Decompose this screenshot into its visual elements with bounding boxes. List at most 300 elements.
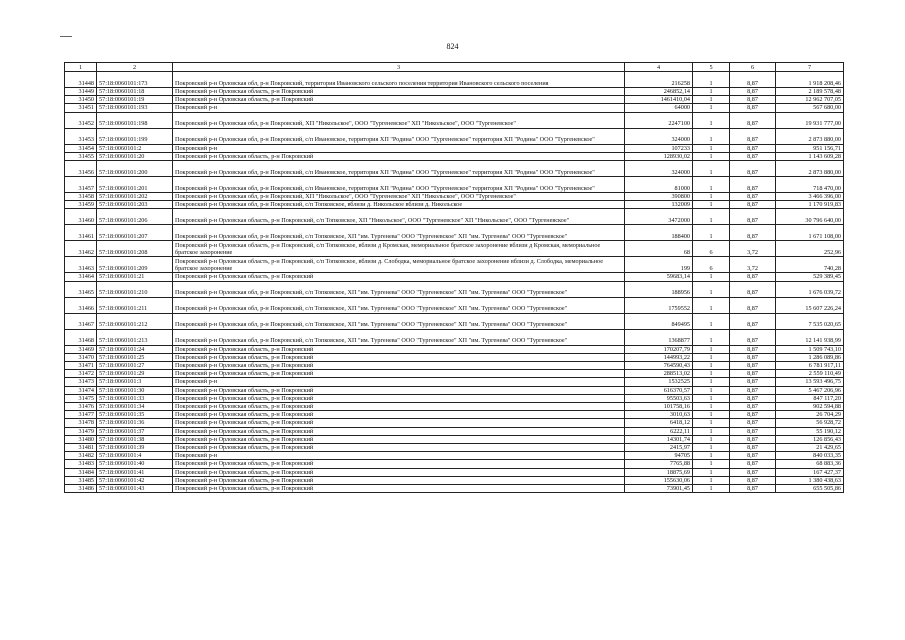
category-cell: 1 bbox=[693, 411, 730, 419]
area-cell: 94705 bbox=[625, 452, 693, 460]
area-cell: 216258 bbox=[625, 72, 693, 88]
rate-cell: 3,72 bbox=[730, 241, 776, 257]
location-description-cell: Покровский р-н Орловская область, р-н Покровский bbox=[173, 403, 625, 411]
category-cell: 1 bbox=[693, 362, 730, 370]
cadastral-value-cell: 567 680,00 bbox=[776, 104, 844, 112]
category-cell: 1 bbox=[693, 144, 730, 152]
category-cell: 1 bbox=[693, 378, 730, 386]
rate-cell: 8,87 bbox=[730, 112, 776, 128]
row-id-cell: 31486 bbox=[65, 485, 97, 493]
cadastral-value-cell: 529 389,45 bbox=[776, 273, 844, 281]
registry-table-container bbox=[64, 62, 843, 493]
category-cell: 1 bbox=[693, 193, 730, 201]
location-description-cell: Покровский р-н Орловская обл, р-н Покровский, с/п Топковское, ХП "им. Тургенева" ООО "Тургеневское" ХП "им. Тургенева" ООО "Тургеневское" bbox=[173, 329, 625, 345]
category-cell: 1 bbox=[693, 201, 730, 209]
page-number: 824 bbox=[446, 42, 459, 51]
row-id-cell: 31476 bbox=[65, 403, 97, 411]
location-description-cell: Покровский р-н Орловская область, р-н Покровский bbox=[173, 411, 625, 419]
row-id-cell: 31458 bbox=[65, 193, 97, 201]
rate-cell: 8,87 bbox=[730, 313, 776, 329]
category-cell: 1 bbox=[693, 152, 730, 160]
cadastral-value-cell: 21 429,65 bbox=[776, 444, 844, 452]
location-description-cell: Покровский р-н Орловская область, р-н Покровский bbox=[173, 273, 625, 281]
cadastral-number-cell: 57:18:0060101:42 bbox=[97, 476, 173, 484]
rate-cell: 8,87 bbox=[730, 329, 776, 345]
cadastral-value-cell: 13 593 496,75 bbox=[776, 378, 844, 386]
area-cell: 73901,45 bbox=[625, 485, 693, 493]
category-cell: 1 bbox=[693, 297, 730, 313]
rate-cell: 8,87 bbox=[730, 460, 776, 468]
location-description-cell: Покровский р-н Орловская обл, р-н Покровский, ХП "Никольское", ООО "Тургеневское" ХП "Никольское", ООО "Тургеневское" bbox=[173, 112, 625, 128]
row-id-cell: 31459 bbox=[65, 201, 97, 209]
rate-cell: 8,87 bbox=[730, 88, 776, 96]
row-id-cell: 31449 bbox=[65, 88, 97, 96]
category-cell: 1 bbox=[693, 88, 730, 96]
rate-cell: 8,87 bbox=[730, 128, 776, 144]
area-cell: 3472000 bbox=[625, 209, 693, 225]
rate-cell: 8,87 bbox=[730, 152, 776, 160]
area-cell: 390800 bbox=[625, 193, 693, 201]
cadastral-number-cell: 57:18:0060101:25 bbox=[97, 353, 173, 361]
row-id-cell: 31485 bbox=[65, 476, 97, 484]
location-description-cell: Покровский р-н Орловская обл, р-н Покровский, с/п Топковское, вблизи д. Никольское вблизи д. Никольское bbox=[173, 201, 625, 209]
area-cell: 170207,79 bbox=[625, 345, 693, 353]
row-id-cell: 31483 bbox=[65, 460, 97, 468]
row-id-cell: 31474 bbox=[65, 386, 97, 394]
table-row bbox=[65, 72, 844, 88]
table-row bbox=[65, 257, 844, 273]
row-id-cell: 31460 bbox=[65, 209, 97, 225]
cadastral-value-cell: 5 467 206,96 bbox=[776, 386, 844, 394]
cadastral-value-cell: 7 535 020,65 bbox=[776, 313, 844, 329]
category-cell: 1 bbox=[693, 273, 730, 281]
cadastral-value-cell: 19 931 777,00 bbox=[776, 112, 844, 128]
rate-cell: 8,87 bbox=[730, 427, 776, 435]
row-id-cell: 31462 bbox=[65, 241, 97, 257]
table-row bbox=[65, 209, 844, 225]
table-header-row bbox=[65, 63, 844, 72]
cadastral-value-cell: 2 873 880,00 bbox=[776, 128, 844, 144]
cadastral-value-cell: 1 509 743,10 bbox=[776, 345, 844, 353]
table-row bbox=[65, 329, 844, 345]
area-cell: 199 bbox=[625, 257, 693, 273]
row-id-cell: 31469 bbox=[65, 345, 97, 353]
category-cell: 1 bbox=[693, 468, 730, 476]
category-cell: 1 bbox=[693, 209, 730, 225]
rate-cell: 8,87 bbox=[730, 419, 776, 427]
location-description-cell: Покровский р-н Орловская область, р-н Покровский bbox=[173, 460, 625, 468]
category-cell: 1 bbox=[693, 394, 730, 402]
category-cell: 1 bbox=[693, 313, 730, 329]
cadastral-number-cell: 57:18:0060101:21 bbox=[97, 273, 173, 281]
cadastral-number-cell: 57:18:0060101:210 bbox=[97, 281, 173, 297]
rate-cell: 8,87 bbox=[730, 468, 776, 476]
table-row bbox=[65, 362, 844, 370]
rate-cell: 8,87 bbox=[730, 273, 776, 281]
location-description-cell: Покровский р-н bbox=[173, 104, 625, 112]
area-cell: 128930,02 bbox=[625, 152, 693, 160]
location-description-cell: Покровский р-н Орловская обл, р-н Покровский, с/п Топковское, ХП "им. Тургенева" ООО "Тургеневское" ХП "им. Тургенева" ООО "Тургеневское" bbox=[173, 281, 625, 297]
cadastral-number-cell: 57:18:0060101:18 bbox=[97, 88, 173, 96]
table-row bbox=[65, 177, 844, 193]
category-cell: 1 bbox=[693, 72, 730, 88]
row-id-cell: 31453 bbox=[65, 128, 97, 144]
table-row bbox=[65, 427, 844, 435]
table-row bbox=[65, 96, 844, 104]
column-header-7: 7 bbox=[776, 63, 844, 72]
rate-cell: 8,87 bbox=[730, 394, 776, 402]
cadastral-value-cell: 1 671 108,00 bbox=[776, 225, 844, 241]
cadastral-value-cell: 1 380 438,63 bbox=[776, 476, 844, 484]
location-description-cell: Покровский р-н Орловская область, р-н Покровский bbox=[173, 444, 625, 452]
area-cell: 68 bbox=[625, 241, 693, 257]
location-description-cell: Покровский р-н Орловская область, р-н Покровский bbox=[173, 386, 625, 394]
category-cell: 1 bbox=[693, 419, 730, 427]
table-row bbox=[65, 313, 844, 329]
table-row bbox=[65, 353, 844, 361]
location-description-cell: Покровский р-н Орловская область, р-н Покровский bbox=[173, 485, 625, 493]
table-row bbox=[65, 297, 844, 313]
cadastral-number-cell: 57:18:0060101:198 bbox=[97, 112, 173, 128]
row-id-cell: 31456 bbox=[65, 161, 97, 177]
cadastral-number-cell: 57:18:0060101:208 bbox=[97, 241, 173, 257]
cadastral-number-cell: 57:18:0060101:20 bbox=[97, 152, 173, 160]
location-description-cell: Покровский р-н Орловская область, р-н Покровский bbox=[173, 419, 625, 427]
cadastral-value-cell: 840 033,35 bbox=[776, 452, 844, 460]
table-row bbox=[65, 128, 844, 144]
column-header-1: 1 bbox=[65, 63, 97, 72]
table-row bbox=[65, 394, 844, 402]
location-description-cell: Покровский р-н Орловская область, р-н Покровский, с/п Топковское, вблизи д Кромская, мемориальное братское захоронение вблизи д Кромская, мемориальное братское захоронение bbox=[173, 241, 625, 257]
area-cell: 3010,63 bbox=[625, 411, 693, 419]
cadastral-number-cell: 57:18:0060101:201 bbox=[97, 177, 173, 193]
cadastral-number-cell: 57:18:0060101:3 bbox=[97, 378, 173, 386]
area-cell: 188956 bbox=[625, 281, 693, 297]
rate-cell: 8,87 bbox=[730, 281, 776, 297]
area-cell: 764590,43 bbox=[625, 362, 693, 370]
location-description-cell: Покровский р-н Орловская обл, р-н Покровский, с/п Топковское, ХП "им. Тургенева" ООО "Тургеневское" ХП "им. Тургенева" ООО "Тургеневское" bbox=[173, 297, 625, 313]
row-id-cell: 31468 bbox=[65, 329, 97, 345]
rate-cell: 8,87 bbox=[730, 411, 776, 419]
cadastral-value-cell: 68 883,36 bbox=[776, 460, 844, 468]
scan-mark bbox=[60, 36, 72, 37]
table-row bbox=[65, 411, 844, 419]
location-description-cell: Покровский р-н Орловская область, р-н Покровский bbox=[173, 88, 625, 96]
rate-cell: 8,87 bbox=[730, 476, 776, 484]
area-cell: 1461410,04 bbox=[625, 96, 693, 104]
location-description-cell: Покровский р-н Орловская обл, р-н Покровский, с/п Ивановское, территория ХП "Родина" ООО "Тургеневское" территория ХП "Родина" ООО "Тургеневское" bbox=[173, 128, 625, 144]
area-cell: 1368877 bbox=[625, 329, 693, 345]
cadastral-number-cell: 57:18:0060101:199 bbox=[97, 128, 173, 144]
area-cell: 18875,69 bbox=[625, 468, 693, 476]
location-description-cell: Покровский р-н Орловская область, р-н Покровский bbox=[173, 476, 625, 484]
cadastral-number-cell: 57:18:0060101:207 bbox=[97, 225, 173, 241]
column-header-3: 3 bbox=[173, 63, 625, 72]
rate-cell: 8,87 bbox=[730, 225, 776, 241]
cadastral-number-cell: 57:18:0060101:36 bbox=[97, 419, 173, 427]
category-cell: 6 bbox=[693, 241, 730, 257]
location-description-cell: Покровский р-н Орловская обл, р-н Покровский, с/п Ивановское, территория ХП "Родина" ООО "Тургеневское" территория ХП "Родина" ООО "Тургеневское" bbox=[173, 177, 625, 193]
rate-cell: 8,87 bbox=[730, 435, 776, 443]
location-description-cell: Покровский р-н Орловская область, р-н Покровский bbox=[173, 468, 625, 476]
row-id-cell: 31480 bbox=[65, 435, 97, 443]
cadastral-value-cell: 2 559 110,49 bbox=[776, 370, 844, 378]
row-id-cell: 31473 bbox=[65, 378, 97, 386]
cadastral-value-cell: 718 470,00 bbox=[776, 177, 844, 193]
table-row bbox=[65, 403, 844, 411]
cadastral-number-cell: 57:18:0060101:43 bbox=[97, 485, 173, 493]
cadastral-value-cell: 126 856,43 bbox=[776, 435, 844, 443]
cadastral-number-cell: 57:18:0060101:38 bbox=[97, 435, 173, 443]
location-description-cell: Покровский р-н bbox=[173, 452, 625, 460]
cadastral-number-cell: 57:18:0060101:173 bbox=[97, 72, 173, 88]
table-row bbox=[65, 378, 844, 386]
cadastral-number-cell: 57:18:0060101:35 bbox=[97, 411, 173, 419]
table-row bbox=[65, 419, 844, 427]
cadastral-number-cell: 57:18:0060101:202 bbox=[97, 193, 173, 201]
cadastral-number-cell: 57:18:0060101:33 bbox=[97, 394, 173, 402]
rate-cell: 8,87 bbox=[730, 72, 776, 88]
cadastral-value-cell: 1 286 089,86 bbox=[776, 353, 844, 361]
cadastral-value-cell: 3 466 396,00 bbox=[776, 193, 844, 201]
category-cell: 1 bbox=[693, 403, 730, 411]
area-cell: 155630,06 bbox=[625, 476, 693, 484]
category-cell: 1 bbox=[693, 444, 730, 452]
cadastral-number-cell: 57:18:0060101:27 bbox=[97, 362, 173, 370]
table-row bbox=[65, 281, 844, 297]
row-id-cell: 31452 bbox=[65, 112, 97, 128]
area-cell: 144993,22 bbox=[625, 353, 693, 361]
table-row bbox=[65, 485, 844, 493]
cadastral-number-cell: 57:18:0060101:200 bbox=[97, 161, 173, 177]
cadastral-value-cell: 56 928,72 bbox=[776, 419, 844, 427]
cadastral-number-cell: 57:18:0060101:41 bbox=[97, 468, 173, 476]
location-description-cell: Покровский р-н Орловская область, р-н Покровский bbox=[173, 353, 625, 361]
area-cell: 107233 bbox=[625, 144, 693, 152]
location-description-cell: Покровский р-н Орловская область, р-н Покровский bbox=[173, 435, 625, 443]
area-cell: 1532525 bbox=[625, 378, 693, 386]
rate-cell: 8,87 bbox=[730, 386, 776, 394]
row-id-cell: 31484 bbox=[65, 468, 97, 476]
cadastral-number-cell: 57:18:0060101:209 bbox=[97, 257, 173, 273]
area-cell: 6222,11 bbox=[625, 427, 693, 435]
table-row bbox=[65, 225, 844, 241]
row-id-cell: 31465 bbox=[65, 281, 97, 297]
table-row bbox=[65, 452, 844, 460]
cadastral-number-cell: 57:18:0060101:211 bbox=[97, 297, 173, 313]
cadastral-value-cell: 902 594,88 bbox=[776, 403, 844, 411]
area-cell: 6418,12 bbox=[625, 419, 693, 427]
category-cell: 1 bbox=[693, 370, 730, 378]
cadastral-value-cell: 1 676 039,72 bbox=[776, 281, 844, 297]
row-id-cell: 31451 bbox=[65, 104, 97, 112]
rate-cell: 8,87 bbox=[730, 403, 776, 411]
rate-cell: 8,87 bbox=[730, 485, 776, 493]
cadastral-number-cell: 57:18:0060101:24 bbox=[97, 345, 173, 353]
row-id-cell: 31481 bbox=[65, 444, 97, 452]
area-cell: 2415,97 bbox=[625, 444, 693, 452]
rate-cell: 8,87 bbox=[730, 297, 776, 313]
category-cell: 1 bbox=[693, 353, 730, 361]
rate-cell: 8,87 bbox=[730, 96, 776, 104]
cadastral-number-cell: 57:18:0060101:34 bbox=[97, 403, 173, 411]
cadastral-value-cell: 30 796 640,00 bbox=[776, 209, 844, 225]
row-id-cell: 31477 bbox=[65, 411, 97, 419]
area-cell: 81000 bbox=[625, 177, 693, 193]
cadastral-number-cell: 57:18:0060101:203 bbox=[97, 201, 173, 209]
cadastral-number-cell: 57:18:0060101:30 bbox=[97, 386, 173, 394]
rate-cell: 8,87 bbox=[730, 370, 776, 378]
row-id-cell: 31479 bbox=[65, 427, 97, 435]
area-cell: 246852,14 bbox=[625, 88, 693, 96]
table-row bbox=[65, 201, 844, 209]
location-description-cell: Покровский р-н Орловская область, р-н Покровский bbox=[173, 427, 625, 435]
cadastral-number-cell: 57:18:0060101:19 bbox=[97, 96, 173, 104]
cadastral-value-cell: 252,96 bbox=[776, 241, 844, 257]
row-id-cell: 31475 bbox=[65, 394, 97, 402]
cadastral-value-cell: 740,28 bbox=[776, 257, 844, 273]
cadastral-value-cell: 12 141 938,99 bbox=[776, 329, 844, 345]
row-id-cell: 31454 bbox=[65, 144, 97, 152]
category-cell: 1 bbox=[693, 460, 730, 468]
rate-cell: 8,87 bbox=[730, 193, 776, 201]
area-cell: 188400 bbox=[625, 225, 693, 241]
location-description-cell: Покровский р-н Орловская обл, р-н Покровский, с/п Топковское, ХП "им. Тургенева" ООО "Тургеневское" ХП "им. Тургенева" ООО "Тургеневское" bbox=[173, 313, 625, 329]
rate-cell: 8,87 bbox=[730, 353, 776, 361]
table-row bbox=[65, 144, 844, 152]
location-description-cell: Покровский р-н Орловская обл, р-н Покровский, территория Ивановского сельского поселения территория Ивановского сельского поселения bbox=[173, 72, 625, 88]
category-cell: 1 bbox=[693, 281, 730, 297]
location-description-cell: Покровский р-н Орловская область, р-н Покровский bbox=[173, 96, 625, 104]
row-id-cell: 31448 bbox=[65, 72, 97, 88]
category-cell: 1 bbox=[693, 345, 730, 353]
location-description-cell: Покровский р-н Орловская обл, р-н Покровский, с/п Ивановское, территория ХП "Родина" ООО "Тургеневское" территория ХП "Родина" ООО "Тургеневское" bbox=[173, 161, 625, 177]
area-cell: 7765,88 bbox=[625, 460, 693, 468]
column-header-6: 6 bbox=[730, 63, 776, 72]
location-description-cell: Покровский р-н Орловская область, р-н Покровский bbox=[173, 362, 625, 370]
area-cell: 132009 bbox=[625, 201, 693, 209]
row-id-cell: 31455 bbox=[65, 152, 97, 160]
area-cell: 64000 bbox=[625, 104, 693, 112]
table-row bbox=[65, 193, 844, 201]
location-description-cell: Покровский р-н Орловская обл, р-н Покровский, ХП "Никольское", ООО "Тургеневское" ХП "Никольское", ООО "Тургеневское" bbox=[173, 193, 625, 201]
table-row bbox=[65, 161, 844, 177]
category-cell: 1 bbox=[693, 435, 730, 443]
category-cell: 1 bbox=[693, 112, 730, 128]
rate-cell: 8,87 bbox=[730, 362, 776, 370]
cadastral-value-cell: 1 143 609,28 bbox=[776, 152, 844, 160]
column-header-2: 2 bbox=[97, 63, 173, 72]
location-description-cell: Покровский р-н Орловская область, р-н Покровский bbox=[173, 152, 625, 160]
cadastral-value-cell: 15 607 226,24 bbox=[776, 297, 844, 313]
location-description-cell: Покровский р-н Орловская область, р-н Покровский bbox=[173, 370, 625, 378]
location-description-cell: Покровский р-н Орловская область, р-н Покровский, с/п Топковское, вблизи д. Слободка, мемориальное братское захоронение вблизи д. Слободка, мемориальное братское захоронение bbox=[173, 257, 625, 273]
cadastral-number-cell: 57:18:0060101:37 bbox=[97, 427, 173, 435]
category-cell: 1 bbox=[693, 96, 730, 104]
area-cell: 95503,63 bbox=[625, 394, 693, 402]
row-id-cell: 31463 bbox=[65, 257, 97, 273]
table-row bbox=[65, 152, 844, 160]
rate-cell: 8,87 bbox=[730, 444, 776, 452]
row-id-cell: 31450 bbox=[65, 96, 97, 104]
table-row bbox=[65, 273, 844, 281]
table-row bbox=[65, 444, 844, 452]
table-row bbox=[65, 476, 844, 484]
cadastral-number-cell: 57:18:0060101:4 bbox=[97, 452, 173, 460]
location-description-cell: Покровский р-н Орловская область, р-н Покровский, с/п Топковское, ХП "Никольское", ООО "Тургеневское" ХП "Никольское", ООО "Тургеневское" bbox=[173, 209, 625, 225]
table-body bbox=[65, 72, 844, 493]
area-cell: 849495 bbox=[625, 313, 693, 329]
cadastral-number-cell: 57:18:0060101:29 bbox=[97, 370, 173, 378]
cadastral-value-cell: 951 156,71 bbox=[776, 144, 844, 152]
cadastral-value-cell: 1 170 919,83 bbox=[776, 201, 844, 209]
area-cell: 288513,02 bbox=[625, 370, 693, 378]
area-cell: 14301,74 bbox=[625, 435, 693, 443]
location-description-cell: Покровский р-н Орловская обл, р-н Покровский, с/п Топковское, ХП "им. Тургенева" ООО "Тургеневское" ХП "им. Тургенева" ООО "Тургеневское" bbox=[173, 225, 625, 241]
row-id-cell: 31471 bbox=[65, 362, 97, 370]
cadastral-number-cell: 57:18:0060101:213 bbox=[97, 329, 173, 345]
rate-cell: 8,87 bbox=[730, 161, 776, 177]
registry-table bbox=[64, 62, 844, 493]
category-cell: 1 bbox=[693, 329, 730, 345]
area-cell: 101758,16 bbox=[625, 403, 693, 411]
row-id-cell: 31464 bbox=[65, 273, 97, 281]
row-id-cell: 31466 bbox=[65, 297, 97, 313]
row-id-cell: 31482 bbox=[65, 452, 97, 460]
cadastral-value-cell: 55 190,12 bbox=[776, 427, 844, 435]
row-id-cell: 31461 bbox=[65, 225, 97, 241]
table-row bbox=[65, 468, 844, 476]
row-id-cell: 31478 bbox=[65, 419, 97, 427]
table-row bbox=[65, 241, 844, 257]
category-cell: 1 bbox=[693, 485, 730, 493]
location-description-cell: Покровский р-н bbox=[173, 144, 625, 152]
rate-cell: 8,87 bbox=[730, 209, 776, 225]
category-cell: 1 bbox=[693, 386, 730, 394]
area-cell: 2247100 bbox=[625, 112, 693, 128]
cadastral-value-cell: 847 117,20 bbox=[776, 394, 844, 402]
table-row bbox=[65, 386, 844, 394]
cadastral-value-cell: 6 781 917,11 bbox=[776, 362, 844, 370]
area-cell: 616370,57 bbox=[625, 386, 693, 394]
row-id-cell: 31467 bbox=[65, 313, 97, 329]
row-id-cell: 31457 bbox=[65, 177, 97, 193]
area-cell: 59683,14 bbox=[625, 273, 693, 281]
category-cell: 1 bbox=[693, 161, 730, 177]
category-cell: 1 bbox=[693, 128, 730, 144]
category-cell: 1 bbox=[693, 476, 730, 484]
rate-cell: 8,87 bbox=[730, 452, 776, 460]
rate-cell: 8,87 bbox=[730, 144, 776, 152]
cadastral-number-cell: 57:18:0060101:193 bbox=[97, 104, 173, 112]
row-id-cell: 31470 bbox=[65, 353, 97, 361]
location-description-cell: Покровский р-н Орловская область, р-н Покровский bbox=[173, 345, 625, 353]
category-cell: 1 bbox=[693, 452, 730, 460]
category-cell: 1 bbox=[693, 427, 730, 435]
column-header-5: 5 bbox=[693, 63, 730, 72]
cadastral-value-cell: 2 873 880,00 bbox=[776, 161, 844, 177]
category-cell: 6 bbox=[693, 257, 730, 273]
cadastral-value-cell: 655 505,86 bbox=[776, 485, 844, 493]
category-cell: 1 bbox=[693, 104, 730, 112]
location-description-cell: Покровский р-н Орловская область, р-н Покровский bbox=[173, 394, 625, 402]
location-description-cell: Покровский р-н bbox=[173, 378, 625, 386]
table-row bbox=[65, 112, 844, 128]
row-id-cell: 31472 bbox=[65, 370, 97, 378]
cadastral-number-cell: 57:18:0060101:39 bbox=[97, 444, 173, 452]
rate-cell: 8,87 bbox=[730, 104, 776, 112]
cadastral-number-cell: 57:18:0060101:212 bbox=[97, 313, 173, 329]
